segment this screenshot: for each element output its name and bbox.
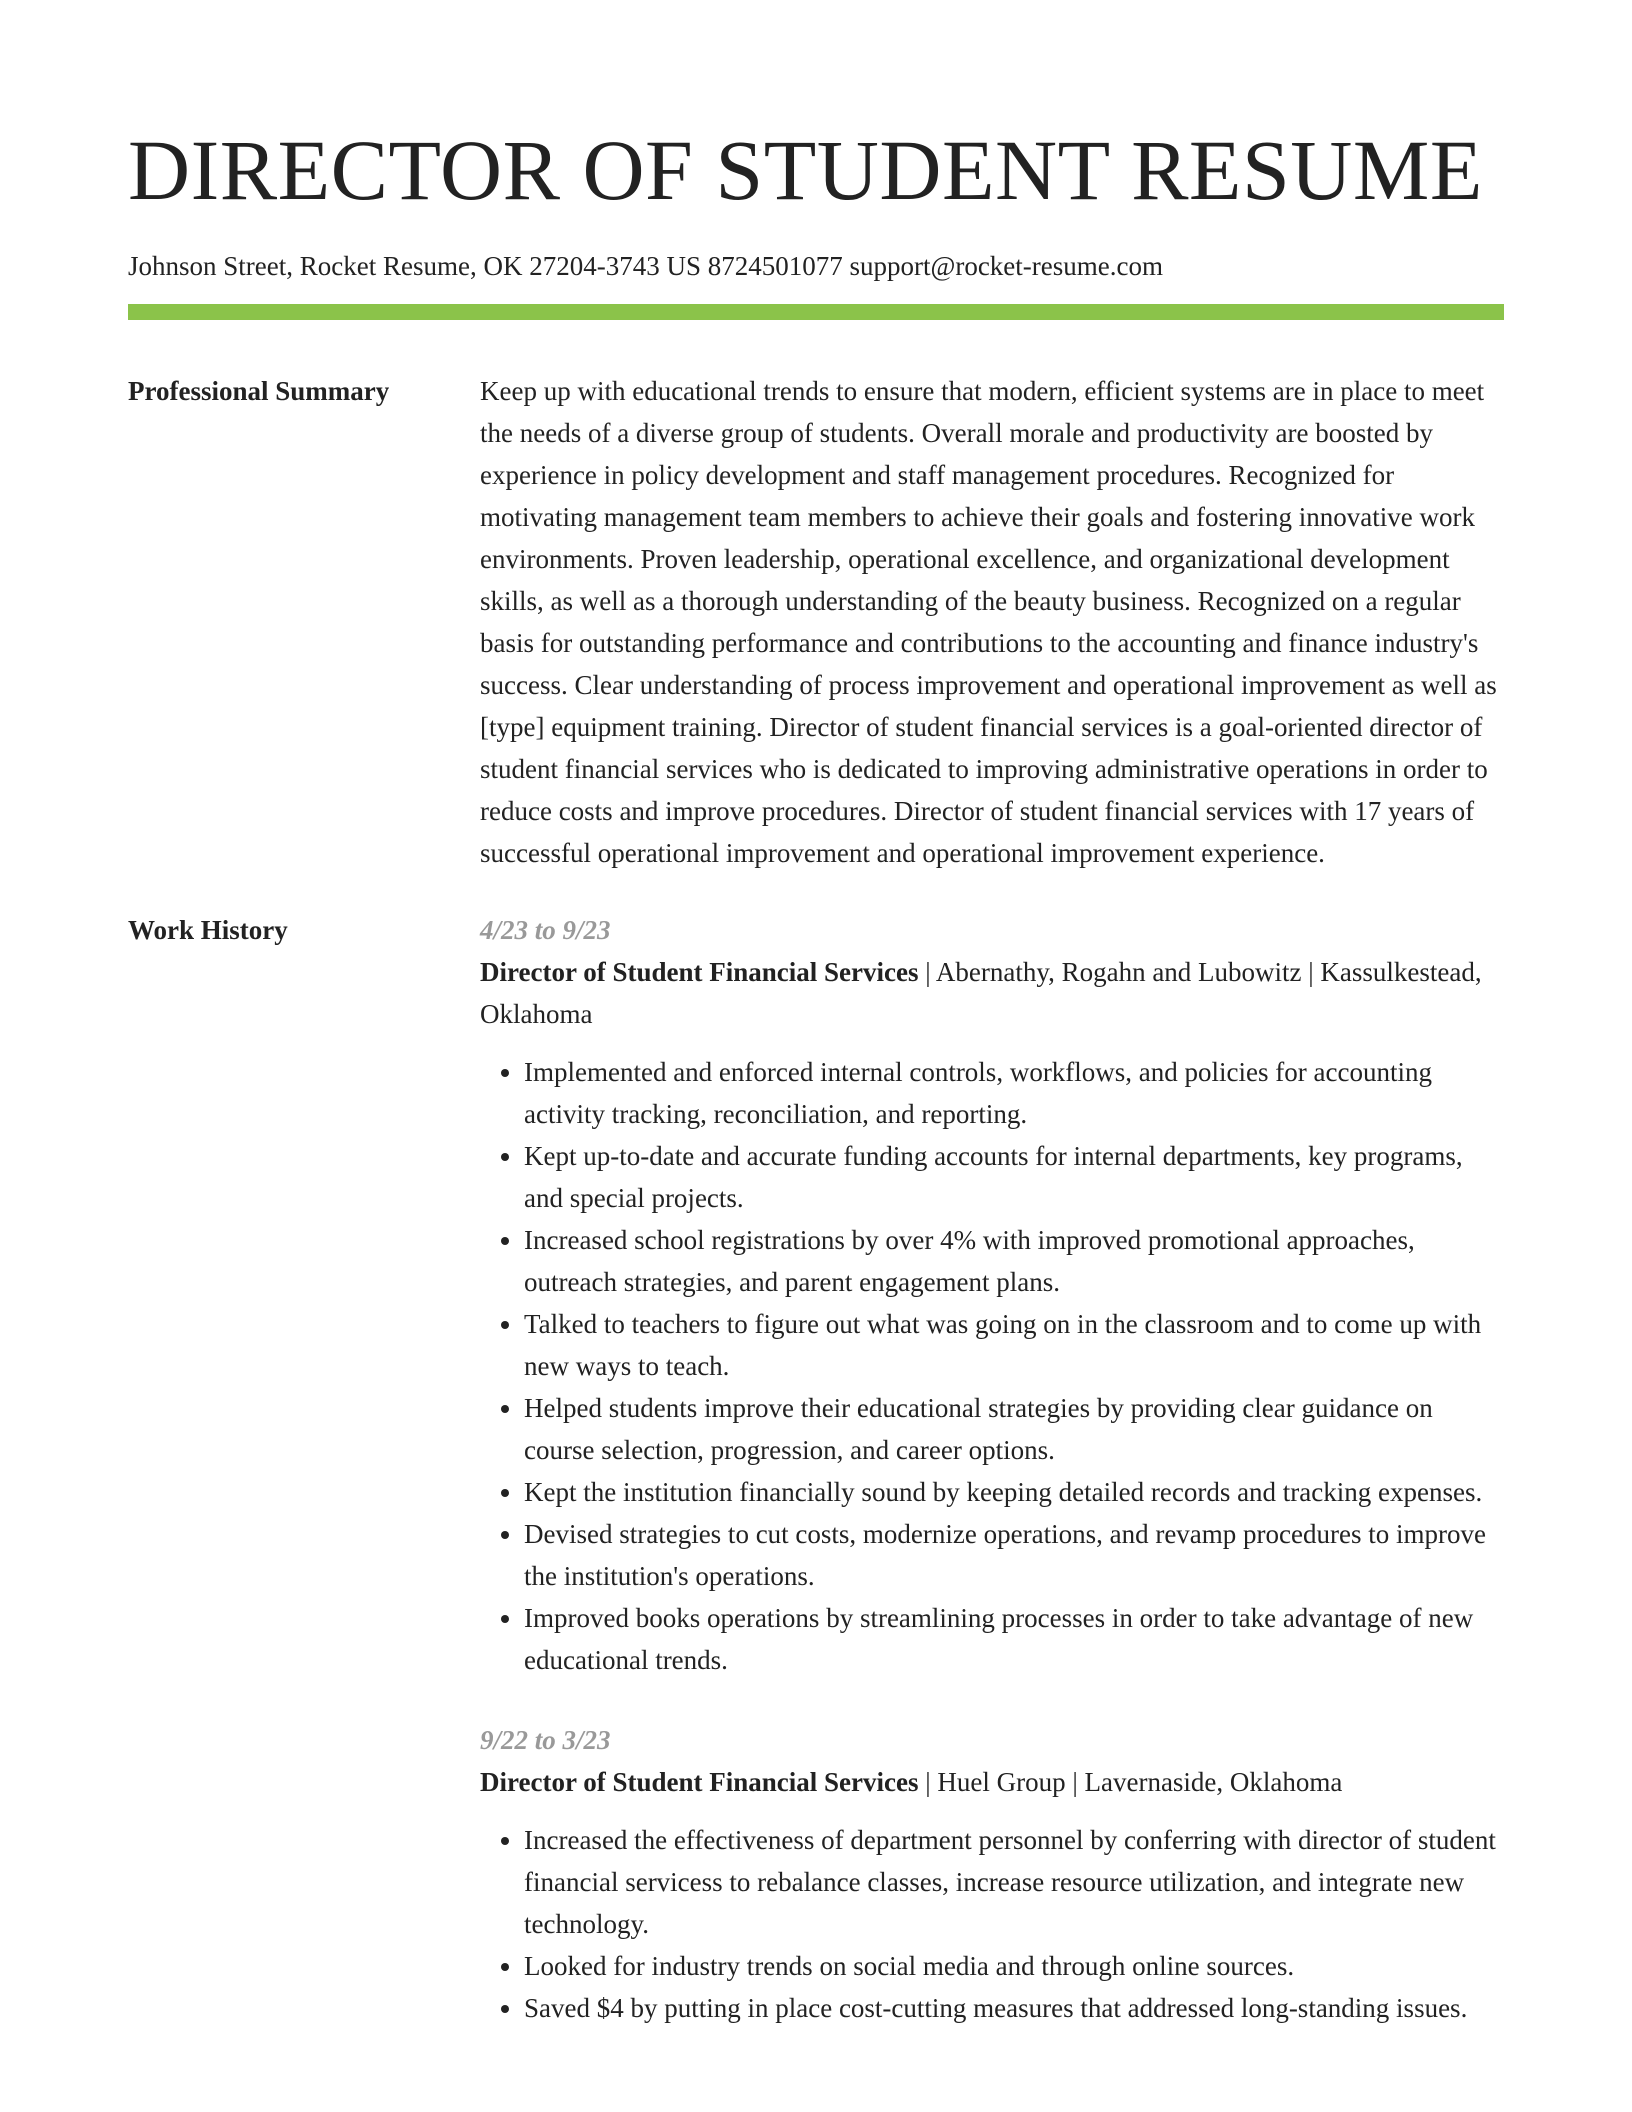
- job-details: | Abernathy, Rogahn and Lubowitz | Kassulkestead, Oklahoma: [480, 957, 1482, 1029]
- job-bullet: • Improved books operations by streamlining processes in order to take advantage of new educational trends.: [524, 1597, 1504, 1681]
- job-bullet: • Implemented and enforced internal controls, workflows, and policies for accounting activity tracking, reconciliation, and reporting.: [524, 1051, 1504, 1135]
- job-bullet: • Devised strategies to cut costs, modernize operations, and revamp procedures to improve the institution's operations.: [524, 1513, 1504, 1597]
- job-heading: [480, 1761, 1504, 1803]
- job-bullet-list: [480, 1051, 1504, 1681]
- job-entry: [480, 909, 1504, 1681]
- header-divider: [128, 304, 1504, 320]
- job-bullet: • Talked to teachers to figure out what was going on in the classroom and to come up with new ways to teach.: [524, 1303, 1504, 1387]
- resume-page: [128, 0, 1504, 2067]
- work-history-section: [128, 909, 1504, 2067]
- job-date: 4/23 to 9/23: [480, 915, 611, 945]
- contact-line: Johnson Street, Rocket Resume, OK 27204-3743 US 8724501077 support@rocket-resume.com: [128, 251, 1163, 281]
- job-details: | Huel Group | Lavernaside, Oklahoma: [918, 1767, 1343, 1797]
- job-bullet: • Helped students improve their educational strategies by providing clear guidance on course selection, progression, and career options.: [524, 1387, 1504, 1471]
- job-title: Director of Student Financial Services: [480, 1767, 919, 1797]
- job-bullet: • Kept up-to-date and accurate funding accounts for internal departments, key programs, and special projects.: [524, 1135, 1504, 1219]
- section-title: Work History: [128, 915, 288, 945]
- section-title: Professional Summary: [128, 376, 390, 406]
- job-bullet: • Kept the institution financially sound by keeping detailed records and tracking expenses.: [524, 1471, 1504, 1513]
- professional-summary-section: [128, 370, 1504, 874]
- job-date: 9/22 to 3/23: [480, 1725, 611, 1755]
- summary-text: Keep up with educational trends to ensure that modern, efficient systems are in place to meet the needs of a diverse group of students. Overall morale and productivity are boosted by experience in policy development and staff management procedures. Recognized for motivating management team members to achieve their goals and fostering innovative work environments. Proven leadership, operational excellence, and organizational development skills, as well as a thorough understanding of the beauty business. Recognized on a regular basis for outstanding performance and contributions to the accounting and finance industry's success. Clear understanding of process improvement and operational improvement as well as [type] equipment training. Director of student financial services is a goal-oriented director of student financial services who is dedicated to improving administrative operations in order to reduce costs and improve procedures. Director of student financial services with 17 years of successful operational improvement and operational improvement experience.: [480, 376, 1497, 868]
- job-bullet: • Increased the effectiveness of department personnel by conferring with director of student financial servicess to rebalance classes, increase resource utilization, and integrate new technology.: [524, 1819, 1504, 1945]
- job-bullet-list: [480, 1819, 1504, 2029]
- job-bullet: • Saved $4 by putting in place cost-cutting measures that addressed long-standing issues.: [524, 1987, 1504, 2029]
- job-list: [480, 909, 1504, 2067]
- section-body: [480, 370, 1504, 874]
- job-bullet: • Looked for industry trends on social media and through online sources.: [524, 1945, 1504, 1987]
- job-entry: [480, 1719, 1504, 2029]
- job-bullet: • Increased school registrations by over 4% with improved promotional approaches, outreach strategies, and parent engagement plans.: [524, 1219, 1504, 1303]
- job-title: Director of Student Financial Services: [480, 957, 919, 987]
- resume-title: DIRECTOR OF STUDENT RESUME: [128, 122, 1483, 218]
- job-heading: [480, 951, 1504, 1035]
